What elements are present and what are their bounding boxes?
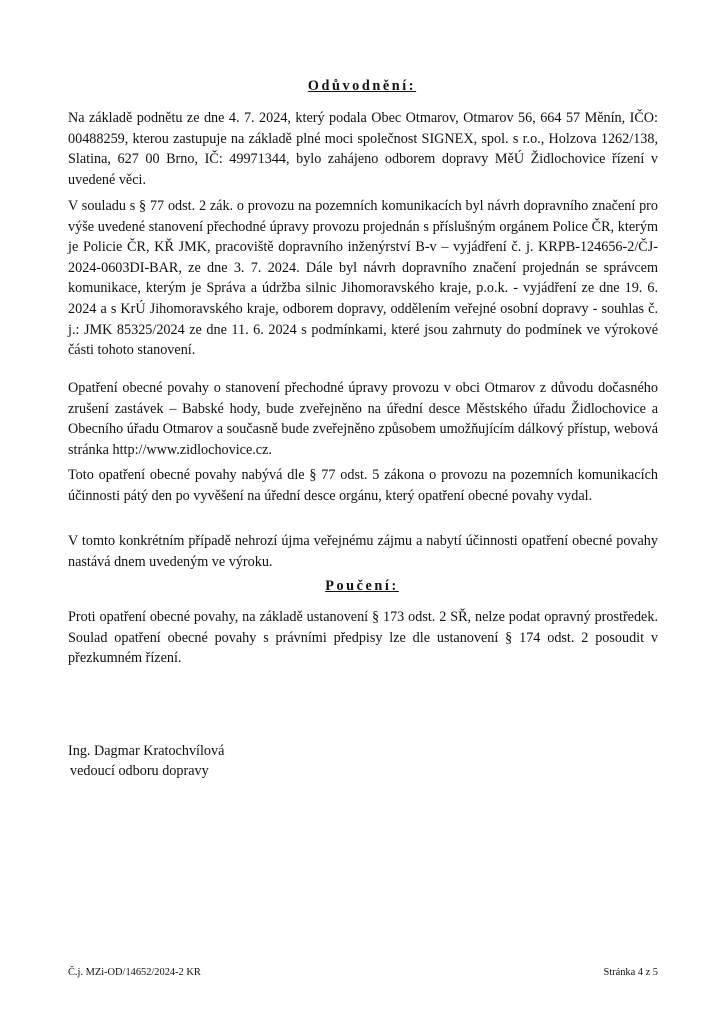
reasoning-paragraph-5: V tomto konkrétním případě nehrozí újma veřejnému zájmu a nabytí účinnosti opatření obecné povahy nastává dnem uvedeným ve výroku. [68,533,658,570]
footer-reference-number: Č.j. MZi-OD/14652/2024-2 KR [68,967,201,978]
signatory-name: Ing. Dagmar Kratochvílová [68,743,225,759]
reasoning-paragraph-3: Opatření obecné povahy o stanovení přechodné úpravy provozu v obci Otmarov z důvodu dočasného zrušení zastávek – Babské hody, bude zveřejněno na úřední desce Městského úřadu Židlochovice a Obecního úřadu Otmarov a současně bude zveřejněno způsobem umožňujícím dálkový přístup, webová stránka http://www.zidlochovice.cz. [68,380,658,458]
footer-page-number: Stránka 4 z 5 [603,967,658,978]
instruction-heading: Poučení: [325,578,399,594]
signatory-role: vedoucí odboru dopravy [70,763,209,779]
reasoning-paragraph-1: Na základě podnětu ze dne 4. 7. 2024, který podala Obec Otmarov, Otmarov 56, 664 57 Měnín, IČO: 00488259, kterou zastupuje na základě plné moci společnost SIGNEX, spol. s r.o., Holzova 1262/138, Slatina, 627 00 Brno, IČ: 49971344, bylo zahájeno odborem dopravy MěÚ Židlochovice řízení v uvedené věci. [68,110,658,188]
reasoning-heading: Odůvodnění: [307,78,417,94]
reasoning-paragraph-2: V souladu s § 77 odst. 2 zák. o provozu na pozemních komunikacích byl návrh dopravního značení pro výše uvedené stanovení přechodné úpravy provozu projednán s příslušným orgánem Police ČR, kterým je Policie ČR, KŘ JMK, pracoviště dopravního inženýrství B-v – vyjádření č. j. KRPB-124656-2/ČJ-2024-0603DI-BAR, ze dne 3. 7. 2024. Dále byl návrh dopravního značení projednán se správcem komunikace, kterým je Správa a údržba silnic Jihomoravského kraje, p.o.k. - vyjádření ze dne 19. 6. 2024 a s KrÚ Jihomoravského kraje, odborem dopravy, oddělením veřejné osobní dopravy - souhlas č. j.: JMK 85325/2024 ze dne 11. 6. 2024 s podmínkami, které jsou zahrnuty do podmínek ve výrokové části tohoto stanovení. [68,198,658,359]
reasoning-paragraph-4: Toto opatření obecné povahy nabývá dle § 77 odst. 5 zákona o provozu na pozemních komunikacích účinnosti pátý den po vyvěšení na úřední desce orgánu, který opatření obecné povahy vydal. [68,467,658,504]
instruction-paragraph-1: Proti opatření obecné povahy, na základě ustanovení § 173 odst. 2 SŘ, nelze podat opravný prostředek. Soulad opatření obecné povahy s právními předpisy lze dle ustanovení § 174 odst. 2 posoudit v přezkumném řízení. [68,609,658,667]
